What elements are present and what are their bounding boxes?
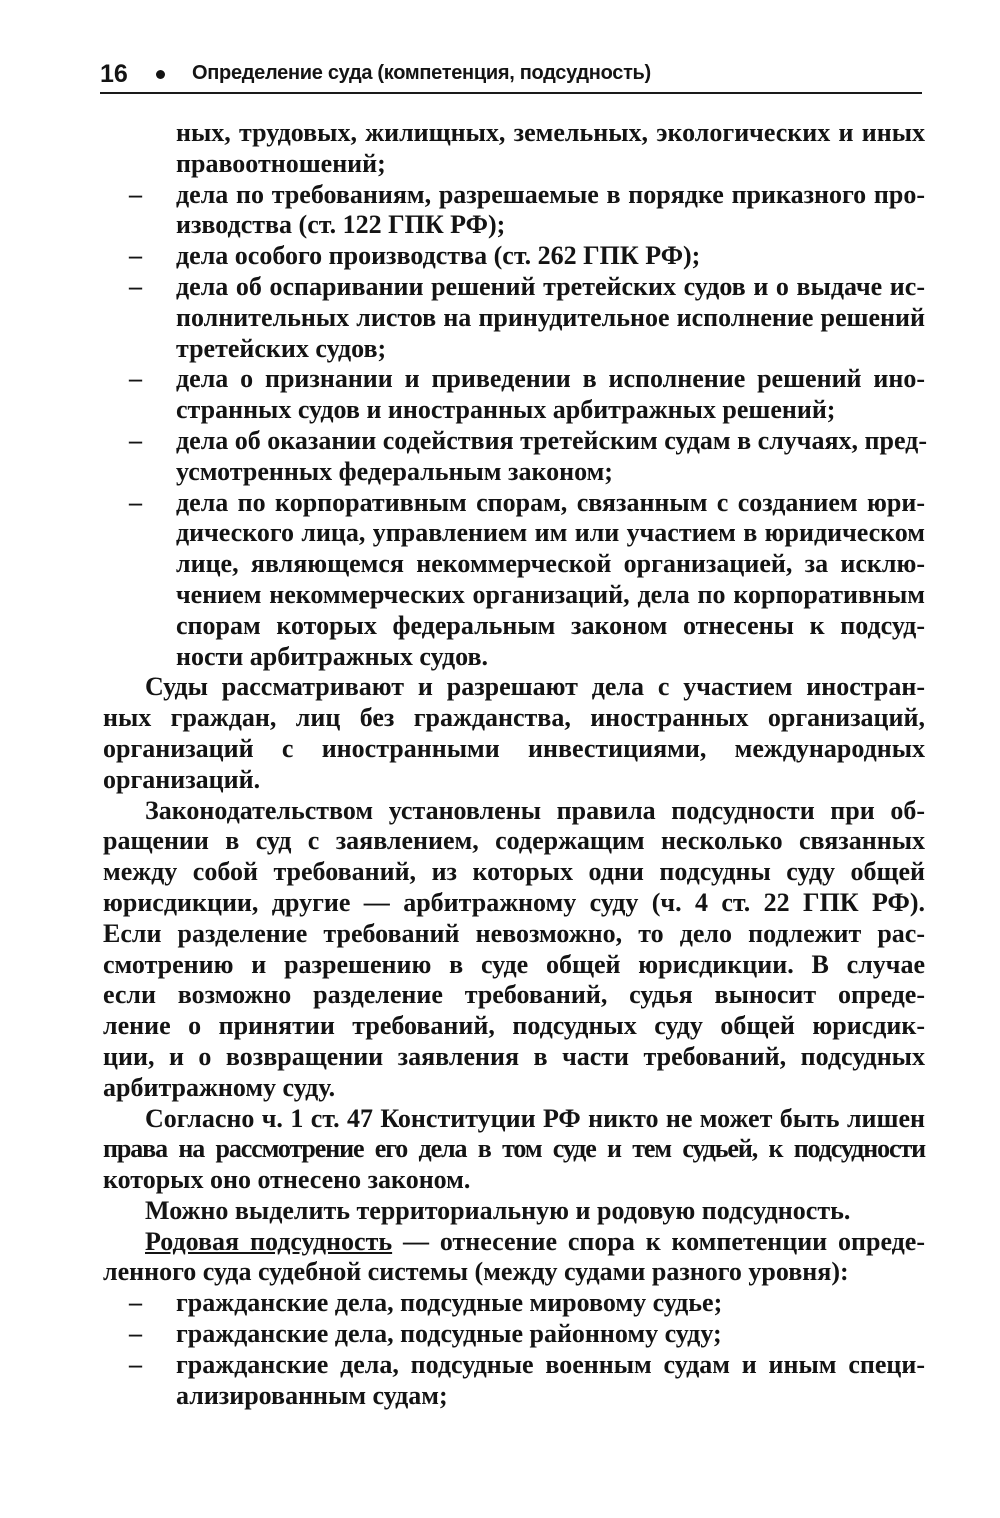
paragraph-first-line: Согласно ч. 1 ст. 47 Конституции РФ никто не может быть лишен: [145, 1103, 925, 1133]
dash-bullet-icon: –: [129, 425, 142, 455]
text-line: арбитражному суду.: [103, 1072, 336, 1102]
dash-bullet-icon: –: [129, 271, 142, 301]
text-line: усмотренных федеральным законом;: [176, 456, 613, 486]
text-line: смотрению и разрешению в суде общей юрисдикции. В случае: [103, 949, 925, 979]
list-item-line: – дела об оспаривании решений третейских судов и о выдаче ис-: [103, 272, 925, 303]
list-item-line: – дела о признании и приведении в исполнение решений ино-: [103, 364, 925, 395]
text-line: ции, и о возвращении заявления в части требований, подсудных: [103, 1041, 925, 1071]
text-line: лице, являющемся некоммерческой организацией, за исклю-: [176, 549, 925, 579]
dash-bullet-icon: –: [129, 487, 142, 517]
page-header: [100, 58, 922, 94]
text-line: изводства (ст. 122 ГПК РФ);: [176, 210, 506, 240]
dash-bullet-icon: –: [129, 1319, 142, 1349]
paragraph-first-line: Законодательством установлены правила подсудности при об-: [145, 795, 925, 825]
page-number: 16: [100, 60, 128, 88]
term-underlined: Родовая подсудность: [145, 1226, 393, 1256]
text-line: ности арбитражных судов.: [176, 641, 488, 671]
dash-bullet-icon: –: [129, 241, 142, 271]
text-line: организаций с иностранными инвестициями, международных: [103, 733, 925, 763]
text-line: которых оно отнесено законом.: [103, 1165, 471, 1195]
list-item-line: – дела особого производства (ст. 262 ГПК РФ);: [103, 241, 925, 272]
dash-bullet-icon: –: [129, 1288, 142, 1318]
list-item-line: – гражданские дела, подсудные военным судам и иным специ-: [103, 1350, 925, 1381]
text-line: полнительных листов на принудительное исполнение решений: [176, 302, 925, 332]
text-line: ленного суда судебной системы (между судами разного уровня):: [103, 1257, 849, 1287]
list-item-line: – дела об оказании содействия третейским судам в случаях, пред-: [103, 426, 925, 457]
list-item-line: – дела по корпоративным спорам, связанным с созданием юри-: [103, 488, 925, 519]
text-line: ных, трудовых, жилищных, земельных, экологических и иных: [176, 118, 925, 147]
running-title: Определение суда (компетенция, подсудность): [192, 62, 651, 84]
text-line: третейских судов;: [176, 333, 387, 363]
dash-bullet-icon: –: [129, 1349, 142, 1379]
page-body: [103, 118, 925, 1411]
text-line: чением некоммерческих организаций, дела по корпоративным: [176, 579, 925, 609]
dash-bullet-icon: –: [129, 179, 142, 209]
paragraph-first-line: Родовая подсудность — отнесение спора к компетенции опреде-: [145, 1226, 925, 1256]
text-line: спорам которых федеральным законом отнесены к подсуд-: [176, 610, 925, 640]
dash-bullet-icon: –: [129, 364, 142, 394]
text-line: странных судов и иностранных арбитражных решений;: [176, 395, 836, 425]
paragraph-first-line: Можно выделить территориальную и родовую подсудность.: [145, 1195, 851, 1225]
paragraph-first-line: Суды рассматривают и разрешают дела с участием иностран-: [145, 672, 925, 702]
text-line: между собой требований, из которых одни подсудны суду общей: [103, 857, 925, 887]
list-item-line: – гражданские дела, подсудные районному суду;: [103, 1319, 925, 1350]
header-bullet-icon: [156, 70, 165, 79]
text-line: ализированным судам;: [176, 1380, 448, 1410]
text-line: если возможно разделение требований, судья выносит опреде-: [103, 980, 925, 1010]
text-line: ных граждан, лиц без гражданства, иностранных организаций,: [103, 703, 925, 733]
text-line: права на рассмотрение его дела в том суде и тем судьей, к подсудности: [103, 1134, 925, 1164]
text-line: дического лица, управлением им или участием в юридическом: [176, 518, 925, 548]
text-line: Если разделение требований невозможно, то дело подлежит рас-: [103, 918, 925, 948]
text-line: ление о принятии требований, подсудных суду общей юрисдик-: [103, 1011, 925, 1041]
text-line: ращении в суд с заявлением, содержащим несколько связанных: [103, 826, 925, 856]
list-item-line: – дела по требованиям, разрешаемые в порядке приказного про-: [103, 180, 925, 211]
text-line: организаций.: [103, 764, 261, 794]
text-line: юрисдикции, другие — арбитражному суду (ч. 4 ст. 22 ГПК РФ).: [103, 887, 925, 917]
list-item-line: – гражданские дела, подсудные мировому судье;: [103, 1288, 925, 1319]
text-line: правоотношений;: [176, 148, 386, 178]
